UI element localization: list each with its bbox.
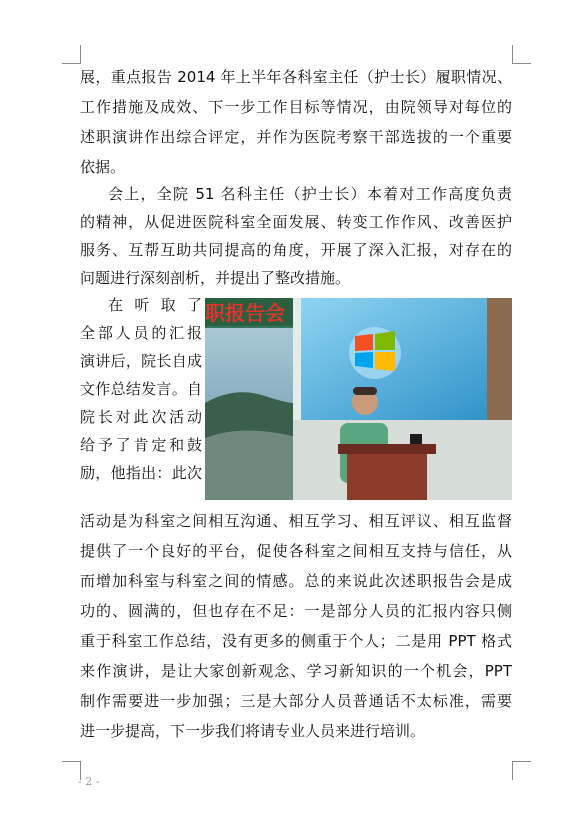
- paragraph2-line: 会上，全院 51 名科主任（护士长）本着对工作高度负责: [108, 185, 512, 203]
- paragraph3-wrapped-line: 院长对此次活动: [80, 408, 202, 426]
- paragraph3-wrapped-line: 给予了肯定和鼓: [80, 436, 202, 454]
- paragraph3-line: 活动是为科室之间相互沟通、相互学习、相互评议、相互监督: [80, 512, 512, 530]
- paragraph3-line: 制作需要进一步加强；三是大部分人员普通话不太标准，需要: [80, 692, 512, 710]
- paragraph3-line: 进一步提高，下一步我们将请专业人员来进行培训。: [80, 722, 426, 740]
- paragraph3-line: 提供了一个良好的平台，促使各科室之间相互支持与信任，从: [80, 542, 512, 560]
- crop-mark-bottom-right: [512, 761, 531, 780]
- paragraph2-line: 服务、互帮互助共同提高的角度，开展了深入汇报，对存在的: [80, 241, 512, 259]
- speaker-photo: [205, 298, 512, 500]
- paragraph1-line: 依据。: [80, 158, 126, 176]
- paragraph1-line: 展，重点报告 2014 年上半年各科室主任（护士长）履职情况、: [80, 68, 512, 86]
- paragraph3-wrapped-line: 文作总结发言。自: [80, 380, 202, 398]
- paragraph3-wrapped-line: 在 听 取 了: [108, 296, 202, 314]
- page-number: - 2 -: [78, 775, 100, 788]
- crop-mark-top-left: [62, 45, 81, 64]
- paragraph2-line: 的精神，从促进医院科室全面发展、转变工作作风、改善医护: [80, 213, 512, 231]
- banner-text: 职报告会: [205, 301, 285, 325]
- paragraph3-line: 而增加科室与科室之间的情感。总的来说此次述职报告会是成: [80, 572, 512, 590]
- crop-mark-top-right: [512, 45, 531, 64]
- paragraph3-line: 功的、圆满的，但也存在不足：一是部分人员的汇报内容只侧: [80, 602, 512, 620]
- paragraph1-line: 工作措施及成效、下一步工作目标等情况，由院领导对每位的: [80, 98, 512, 116]
- paragraph3-wrapped-line: 演讲后，院长自成: [80, 352, 202, 370]
- paragraph3-line: 重于科室工作总结，没有更多的侧重于个人；二是用 PPT 格式: [80, 632, 512, 650]
- paragraph3-wrapped-line: 励，他指出：此次: [80, 464, 202, 482]
- paragraph2-line: 问题进行深刻剖析，并提出了整改措施。: [80, 269, 351, 287]
- paragraph1-line: 述职演讲作出综合评定，并作为医院考察干部选拔的一个重要: [80, 128, 512, 146]
- paragraph3-line: 来作演讲，是让大家创新观念、学习新知识的一个机会，PPT: [80, 662, 512, 680]
- paragraph3-wrapped-line: 全部人员的汇报: [80, 324, 202, 342]
